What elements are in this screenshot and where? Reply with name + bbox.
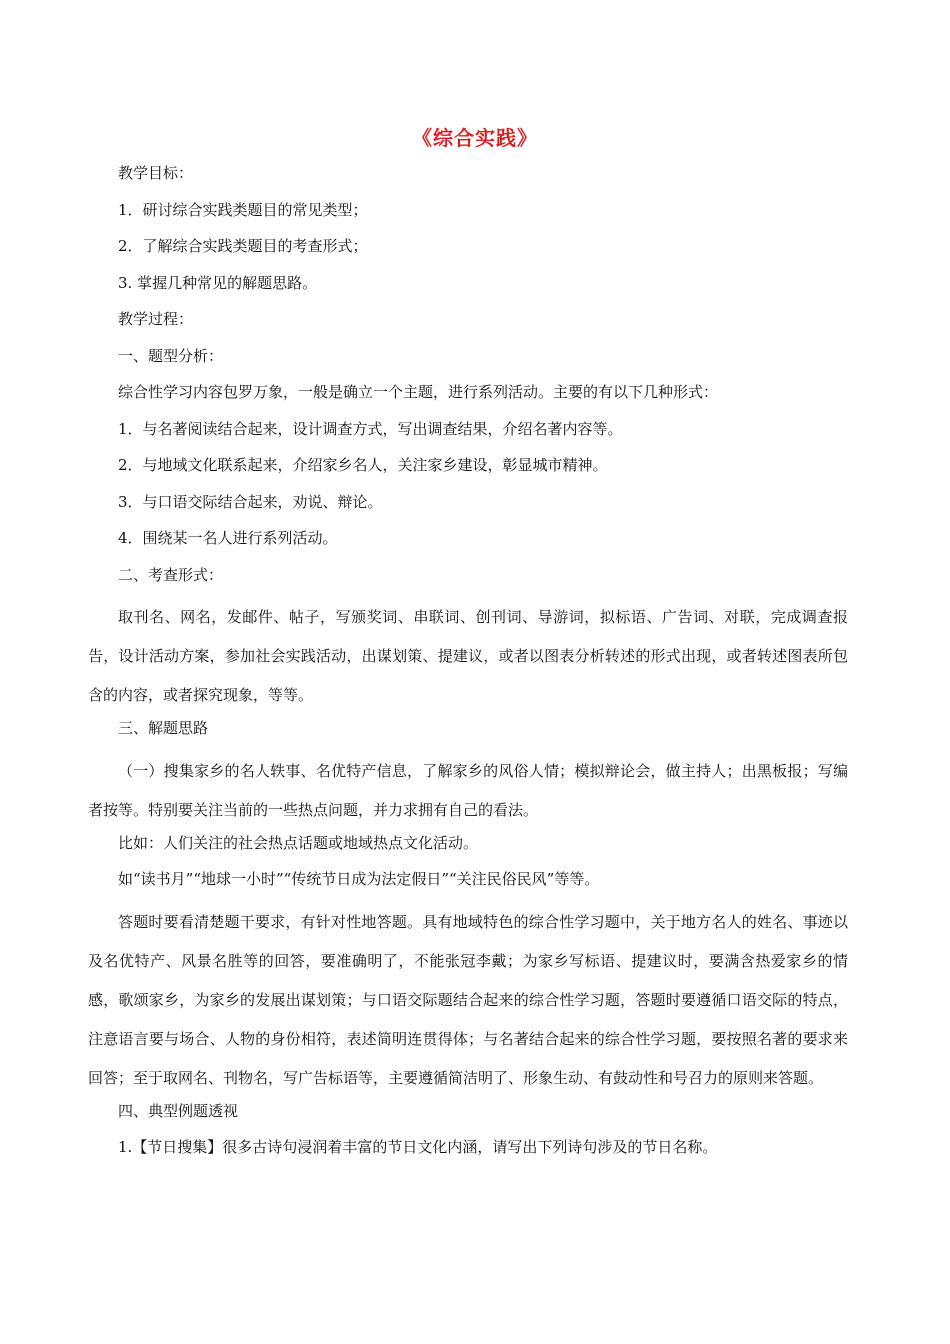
process-heading: 教学过程：	[118, 310, 194, 328]
section2-heading: 二、考查形式：	[118, 565, 224, 584]
document-body	[88, 160, 868, 1171]
section3-heading: 三、解题思路	[118, 719, 209, 737]
goal-item: 1．研讨综合实践类题目的常见类型；	[118, 200, 368, 219]
section3-paragraph: （一）搜集家乡的名人轶事、名优特产信息，了解家乡的风俗人情；模拟辩论会，做主持人；出黑板报；写编者按等。特别要关注当前的一些热点问题，并力求拥有自己的看法。	[88, 761, 848, 819]
goal-item: 3. 掌握几种常见的解题思路。	[118, 273, 318, 292]
section3-quotes: 如“读书月”“地球一小时”“传统节日成为法定假日”“关注民俗民风”等等。	[118, 870, 600, 888]
section3-paragraph-2: 答题时要看清楚题干要求，有针对性地答题。具有地域特色的综合性学习题中，关于地方名人的姓名、事迹以及名优特产、风景名胜等的回答，要准确明了，不能张冠李戴；为家乡写标语、提建议时，要满含热爱家乡的情感，歌颂家乡，为家乡的发展出谋划策；与口语交际题结合起来的综合性学习题，答题时要遵循口语交际的特点，注意语言要与场合、人物的身份相符，表述简明连贯得体；与名著结合起来的综合性学习题，要按照名著的要求来回答；至于取网名、刊物名，写广告标语等，主要遵循简洁明了、形象生动、有鼓动性和号召力的原则来答题。	[88, 912, 848, 1087]
goal-item: 2．了解综合实践类题目的考查形式；	[118, 237, 368, 255]
goal-heading: 教学目标：	[118, 164, 194, 182]
section2-text: 取刊名、网名，发邮件、帖子，写颁奖词、串联词、创刊词、导游词，拟标语、广告词、对联，完成调查报告，设计活动方案，参加社会实践活动，出谋划策、提建议，或者以图表分析转述的形式出现，或者转述图表所包含的内容，或者探究现象，等等。	[88, 608, 848, 704]
section1-item: 3．与口语交际结合起来，劝说、辩论。	[118, 492, 383, 511]
section4-heading: 四、典型例题透视	[118, 1101, 239, 1120]
section1-item: 4．围绕某一名人进行系列活动。	[118, 529, 338, 547]
section1-intro: 综合性学习内容包罗万象，一般是确立一个主题，进行系列活动。主要的有以下几种形式：	[118, 383, 719, 401]
section1-heading: 一、题型分析：	[118, 346, 224, 365]
section4-item: 1.【节日搜集】很多古诗句浸润着丰富的节日文化内涵，请写出下列诗句涉及的节日名称。	[118, 1138, 718, 1156]
section1-item: 1．与名著阅读结合起来，设计调查方式，写出调查结果，介绍名著内容等。	[118, 419, 623, 438]
section1-item: 2．与地域文化联系起来，介绍家乡名人，关注家乡建设，彰显城市精神。	[118, 456, 608, 474]
document-title: 《综合实践》	[412, 126, 538, 150]
section3-example: 比如：人们关注的社会热点话题或地域热点文化活动。	[118, 833, 479, 852]
